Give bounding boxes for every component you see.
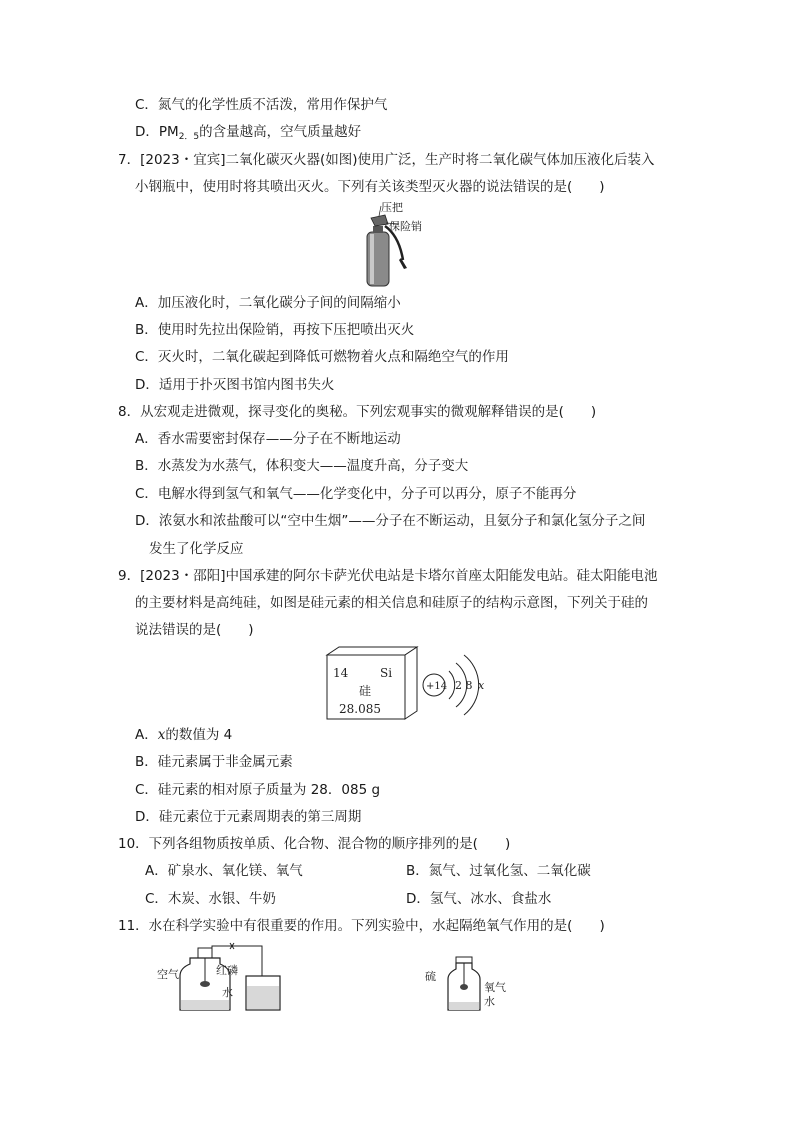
q9-stem-line1: 9．[2023・邵阳]中国承建的阿尔卡萨光伏电站是卡塔尔首座太阳能发电站。硅太阳能电池 (118, 568, 658, 584)
flask-stopper (198, 948, 212, 958)
air-label: 空气 (157, 968, 179, 981)
q9-option-b: B．硅元素属于非金属元素 (135, 754, 293, 770)
element-name: 硅 (359, 684, 372, 698)
sulfur (460, 984, 468, 990)
oxygen-label: 氧气 (484, 981, 506, 994)
nucleus-charge: +14 (426, 681, 448, 692)
element-symbol: Si (380, 666, 393, 680)
extinguisher-neck (373, 226, 383, 233)
pin-label: 保险销 (389, 220, 422, 233)
q10-option-c: C．木炭、水银、牛奶 (145, 891, 276, 907)
q7-option-b: B．使用时先拉出保险销，再按下压把喷出灭火 (135, 322, 415, 338)
oxygen-bottle-water (449, 1002, 479, 1010)
q6-option-d-prefix: D．PM (135, 124, 179, 140)
q10-option-a: A．矿泉水、氧化镁、氧气 (145, 863, 303, 879)
bottle-lid (456, 957, 472, 963)
q8-option-d-line2: 发生了化学反应 (149, 541, 244, 557)
silicon-figure (322, 645, 497, 723)
q7-option-d: D．适用于扑灭图书馆内图书失火 (135, 377, 335, 393)
q9-option-d: D．硅元素位于元素周期表的第三周期 (135, 809, 362, 825)
q8-option-a: A．香水需要密封保存——分子在不断地运动 (135, 431, 401, 447)
beaker-water (247, 986, 279, 1009)
q11-stem: 11．水在科学实验中有很重要的作用。下列实验中，水起隔绝氧气作用的是( ) (118, 918, 605, 934)
q9-option-a-rest: 的数值为 4 (165, 727, 233, 743)
atom-structure-diagram (423, 655, 485, 715)
q6-option-c: C．氮气的化学性质不活泼，常用作保护气 (135, 97, 388, 113)
extinguisher-highlight (370, 234, 374, 284)
bottle-water (181, 1000, 229, 1010)
q9-option-a-prefix: A． (135, 727, 158, 743)
q8-stem: 8．从宏观走进微观，探寻变化的奥秘。下列宏观事实的微观解释错误的是( ) (118, 404, 597, 420)
sulfur-combustion-figure (420, 955, 520, 1015)
q6-option-d-suffix: 的含量越高，空气质量越好 (199, 124, 362, 140)
phosphorus-combustion-figure (150, 940, 300, 1015)
q6-option-d (135, 123, 361, 146)
q10-stem: 10．下列各组物质按单质、化合物、混合物的顺序排列的是( ) (118, 836, 511, 852)
q8-option-b: B．水蒸发为水蒸气，体积变大——温度升高，分子变大 (135, 458, 469, 474)
q7-stem-line1: 7．[2023・宜宾]二氧化碳灭火器(如图)使用广泛，生产时将二氧化碳气体加压液化后装入 (118, 152, 655, 168)
water-label-1: 水 (222, 986, 233, 999)
q9-option-a-var: x (157, 727, 166, 743)
electron-shell-1 (449, 671, 455, 699)
extinguisher-handle (371, 215, 388, 226)
q9-option-c: C．硅元素的相对原子质量为 28．085 g (135, 782, 381, 798)
atomic-number: 14 (333, 666, 349, 680)
q7-option-a: A．加压液化时，二氧化碳分子间的间隔缩小 (135, 295, 401, 311)
water-label-2: 水 (484, 995, 495, 1008)
q6-option-d-sub: 2．5 (178, 132, 200, 142)
unknown-electrons: x (478, 679, 485, 692)
handle-label: 压把 (381, 202, 403, 214)
q7-option-c: C．灭火时，二氧化碳起到降低可燃物着火点和隔绝空气的作用 (135, 349, 509, 365)
element-card (327, 647, 417, 719)
red-phosphorus-label: 红磷 (216, 964, 238, 977)
q9-option-a (135, 726, 232, 744)
q8-option-d: D．浓氨水和浓盐酸可以“空中生烟”——分子在不断运动，且氨分子和氯化氢分子之间 (135, 513, 646, 529)
q9-stem-line2: 的主要材料是高纯硅，如图是硅元素的相关信息和硅原子的结构示意图，下列关于硅的 (135, 595, 648, 611)
q7-stem-line2: 小钢瓶中，使用时将其喷出灭火。下列有关该类型灭火器的说法错误的是( ) (135, 179, 605, 195)
q10-option-d: D．氢气、冰水、食盐水 (406, 891, 552, 907)
q8-option-c: C．电解水得到氢气和氧气——化学变化中，分子可以再分，原子不能再分 (135, 486, 577, 502)
shell-electrons: 2 8 (455, 679, 473, 692)
red-phosphorus (200, 981, 210, 987)
fire-extinguisher-figure (355, 202, 455, 290)
atomic-mass: 28.085 (339, 702, 381, 716)
sulfur-label: 硫 (425, 970, 436, 983)
q10-option-b: B．氮气、过氧化氢、二氧化碳 (406, 863, 591, 879)
q9-stem-line3: 说法错误的是( ) (135, 622, 254, 638)
